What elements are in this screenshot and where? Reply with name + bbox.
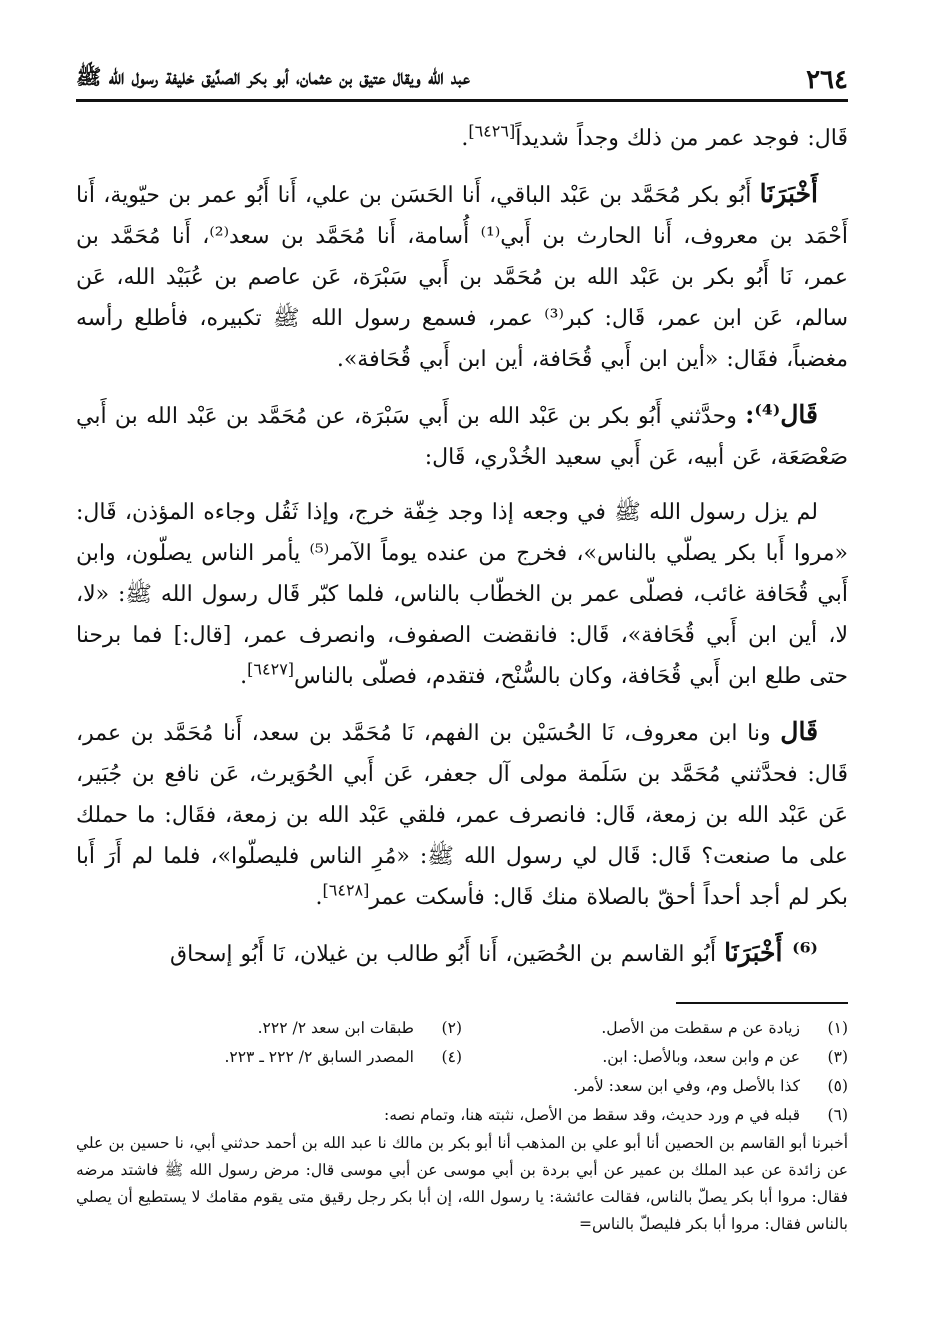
footnote-row <box>76 1101 848 1130</box>
page-number: ٢٦٤ <box>806 65 848 95</box>
hadith-number: [٦٤٢٨] <box>322 880 370 900</box>
paragraph-4 <box>76 492 848 697</box>
footnote-text: زيادة عن م سقطت من الأصل. <box>601 1019 800 1037</box>
paragraph-6-lead: ⁽⁶⁾ أَخْبَرَنَا <box>724 938 818 967</box>
footnote-number: (٥) <box>827 1077 848 1095</box>
hadith-number: [٦٤٢٧] <box>247 659 295 679</box>
footnote-text: عن م وابن سعد، وبالأصل: ابن. <box>602 1048 800 1066</box>
footnote-number: (٦) <box>827 1106 848 1124</box>
footnote-6 <box>76 1101 848 1130</box>
paragraph-3-lead: قَال⁽⁴⁾: <box>745 400 818 429</box>
footnote-row <box>76 1072 848 1101</box>
paragraph-2 <box>76 173 848 380</box>
running-head: عبد الله ويقال عتيق بن عثمان، أبو بكر الصدِّيق خليفة رسول الله ﷺ <box>76 64 470 89</box>
paragraph-6 <box>76 932 848 975</box>
footnote-number: (١) <box>827 1019 848 1037</box>
paragraph-3-text: وحدَّثني أَبُو بكر بن عَبْد الله بن أَبي سَبْرَة، عن مُحَمَّد بن عَبْد الله بن أَبي صَعْصَعَة، عَن أبيه، عَن أَبي سعيد الخُدْري، قَال: <box>76 404 848 470</box>
footnote-text: قبله في م ورد حديث، وقد سقط من الأصل، نثبته هنا، وتمام نصه: <box>383 1106 800 1124</box>
page-header <box>76 58 848 102</box>
footnote-text: المصدر السابق ٢/ ٢٢٢ ـ ٢٢٣. <box>224 1048 414 1066</box>
paragraph-2-lead: أَخْبَرَنَا <box>759 179 818 208</box>
paragraph-6-text: أَبُو القاسم بن الحُصَين، أَنا أَبُو طالب بن غيلان، نَا أَبُو إسحاق <box>170 942 717 967</box>
paragraph-1 <box>76 118 848 159</box>
footnote-1 <box>462 1014 848 1043</box>
footnote-divider <box>676 1002 848 1004</box>
paragraph-5-tail: . <box>315 885 323 910</box>
footnote-text: كذا بالأصل وم، وفي ابن سعد: لأمر. <box>573 1077 800 1095</box>
footnotes <box>76 1014 848 1238</box>
paragraph-5 <box>76 711 848 918</box>
footnote-4 <box>76 1043 462 1072</box>
paragraph-1-tail: . <box>461 126 469 151</box>
footnote-6-continuation: أخبرنا أبو القاسم بن الحصين أنا أبو علي بن المذهب أنا أبو بكر بن مالك نا عبد الله بن أحمد حدثني أبي، نا حسين بن علي عن زائدة عن عبد الملك بن عمير عن أبي بردة بن أبي موسى عن أبي موسى قال: مرض رسول الله ﷺ فاشتد مرضه فقال: مروا أبا بكر يصلّ بالناس، فقالت عائشة: يا رسول الله، إن أبا بكر رجل رقيق متى يقوم مقامك لا يستطيع أن يصلي بالناس فقال: مروا أبا بكر فليصلّ بالناس= <box>76 1134 848 1233</box>
paragraph-1-text: قَال: فوجد عمر من ذلك وجداً شديداً <box>515 126 848 151</box>
footnote-row <box>76 1014 848 1043</box>
hadith-number: [٦٤٢٦] <box>468 121 516 141</box>
footnote-5 <box>76 1072 848 1101</box>
footnote-number: (٤) <box>441 1048 462 1066</box>
paragraph-5-text: ونا ابن معروف، نَا الحُسَيْن بن الفهم، نَا مُحَمَّد بن سعد، أَنا مُحَمَّد بن عمر، قَال: فحدَّثني مُحَمَّد بن سَلَمة مولى آل جعفر، عَن أَبي الحُوَيرث، عَن نافع بن جُبَير، عَن عَبْد الله بن زمعة، قَال: فانصرف عمر، فلقي عَبْد الله بن زمعة، فقَال: ما حملك على ما صنعت؟ قَال: قَال لي رسول الله ﷺ: «مُرِ الناس فليصلّوا»، فلما لم أَرَ أَبا بكر لم أجد أحداً أحقّ بالصلاة منك قَال: فأسكت عمر <box>76 721 848 910</box>
paragraph-4-tail: . <box>240 664 248 689</box>
footnote-number: (٢) <box>441 1019 462 1037</box>
footnote-number: (٣) <box>827 1048 848 1066</box>
paragraph-4-text: لم يزل رسول الله ﷺ في وجعه إذا وجد خِفّة خرج، وإذا ثَقُل وجاءه المؤذن، قَال: «مروا أَبا بكر يصلّي بالناس»، فخرج من عنده يوماً الآمر⁽⁵⁾ يأمر الناس يصلّون، وابن أَبي قُحَافة غائب، فصلّى عمر بن الخطّاب بالناس، فلما كبّر قَال رسول الله ﷺ: «لا، لا، أين ابن أَبي قُحَافة»، قَال: فانقضت الصفوف، وانصرف عمر، [قال:] فما برحنا حتى طلع ابن أَبي قُحَافة، وكان بالسُّنْح، فتقدم، فصلّى بالناس <box>76 500 848 689</box>
footnote-text: طبقات ابن سعد ٢/ ٢٢٢. <box>257 1019 414 1037</box>
paragraph-3 <box>76 394 848 478</box>
footnote-2 <box>76 1014 462 1043</box>
main-text <box>76 118 848 989</box>
paragraph-5-lead: قَال <box>780 717 819 746</box>
footnote-row <box>76 1043 848 1072</box>
paragraph-2-text: أَبُو بكر مُحَمَّد بن عَبْد الباقي، أَنا الحَسَن بن علي، أَنا أَبُو عمر بن حيّوية، أَنا أَحْمَد بن معروف، أَنا الحارث بن أَبي⁽¹⁾ أُسامة، أَنا مُحَمَّد بن سعد⁽²⁾، أَنا مُحَمَّد بن عمر، نَا أَبُو بكر بن عَبْد الله بن مُحَمَّد بن أَبي سَبْرَة، عَن عاصم بن عُبَيْد الله، عَن سالم، عَن ابن عمر، قَال: كبر⁽³⁾ عمر، فسمع رسول الله ﷺ تكبيره، فأطلع رأسه مغضباً، فقَال: «أين ابن أَبي قُحَافة، أين ابن أَبي قُحَافة». <box>76 183 849 372</box>
footnote-3 <box>462 1043 848 1072</box>
